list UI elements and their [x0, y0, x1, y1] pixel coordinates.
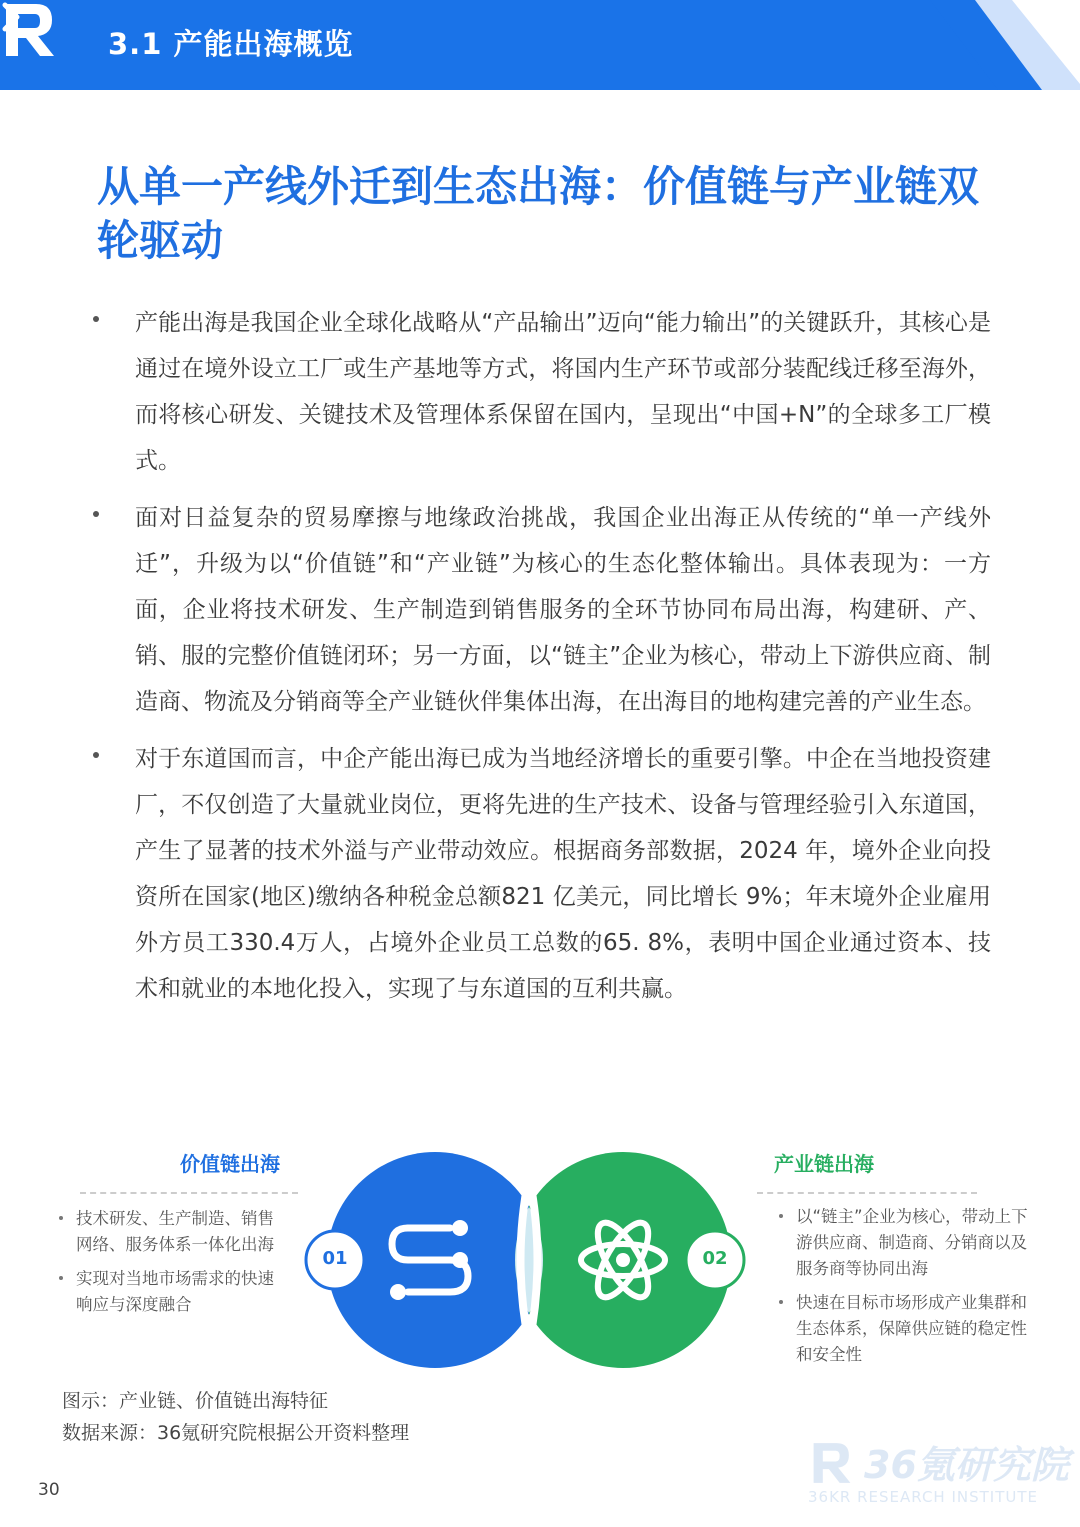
bullet-dot	[59, 1216, 63, 1220]
list-item-text: 快速在目标市场形成产业集群和生态体系，保障供应链的稳定性和安全性	[796, 1293, 1027, 1364]
watermark-name: 36氪研究院	[864, 1443, 1069, 1487]
bullet-text: 面对日益复杂的贸易摩擦与地缘政治挑战，我国企业出海正从传统的“单一产线外迁”，升级为以“价值链”和“产业链”为核心的生态化整体输出。具体表现为：一方面，企业将技术研发、生产制造到销售服务的全环节协同布局出海，构建研、产、销、服的完整价值链闭环；另一方面，以“链主”企业为核心，带动上下游供应商、制造商、物流及分销商等全产业链伙伴集体出海，在出海目的地构建完善的产业生态。	[135, 505, 991, 715]
bullet-list	[0, 300, 1080, 1023]
bullet-dot	[93, 511, 99, 517]
figure-caption: 图示：产业链、价值链出海特征	[62, 1390, 329, 1412]
bullet-text: 对于东道国而言，中企产能出海已成为当地经济增长的重要引擎。中企在当地投资建厂，不仅创造了大量就业岗位，更将先进的生产技术、设备与管理经验引入东道国，产生了显著的技术外溢与产业带动效应。根据商务部数据，2024 年，境外企业向投资所在国家(地区)缴纳各种税金总额821 亿美元，同比增长 9%；年末境外企业雇用外方员工330.4万人，占境外企业员工总数的65. 8%，表明中国企业通过资本、技术和就业的本地化投入，实现了与东道国的互利共赢。	[135, 746, 991, 1002]
bullet-item	[0, 736, 1080, 1012]
page-title: 从单一产线外迁到生态出海：价值链与产业链双轮驱动	[97, 162, 980, 265]
brand-logo-icon	[0, 0, 60, 60]
bullet-dot	[779, 1214, 783, 1218]
bullet-dot	[779, 1300, 783, 1304]
list-item-text: 技术研发、生产制造、销售网络、服务体系一体化出海	[76, 1209, 274, 1254]
list-item	[56, 1206, 286, 1258]
twin-circles-graphic	[300, 1150, 760, 1370]
divider	[757, 1192, 977, 1194]
list-item-text: 以“链主”企业为核心，带动上下游供应商、制造商、分销商以及服务商等协同出海	[796, 1207, 1028, 1278]
value-industry-chain-diagram	[0, 1140, 1080, 1390]
watermark-logo-icon	[808, 1440, 856, 1486]
bullet-dot	[59, 1276, 63, 1280]
list-item	[776, 1204, 1038, 1282]
value-chain-list	[56, 1206, 286, 1326]
divider	[80, 1192, 298, 1194]
list-item	[776, 1290, 1038, 1368]
bullet-dot	[93, 752, 99, 758]
industry-chain-list	[776, 1204, 1038, 1376]
section-title: 3.1 产能出海概览	[108, 27, 354, 61]
badge-01-label: 01	[322, 1248, 348, 1269]
source-caption: 数据来源：36氪研究院根据公开资料整理	[62, 1422, 410, 1444]
bullet-text: 产能出海是我国企业全球化战略从“产品输出”迈向“能力输出”的关键跃升，其核心是通过在境外设立工厂或生产基地等方式，将国内生产环节或部分装配线迁移至海外，而将核心研发、关键技术及管理体系保留在国内，呈现出“中国+N”的全球多工厂模式。	[135, 310, 991, 474]
badge-02-label: 02	[702, 1248, 728, 1269]
industry-chain-title: 产业链出海	[774, 1152, 874, 1176]
bullet-item	[0, 495, 1080, 725]
watermark-subtitle: 36KR RESEARCH INSTITUTE	[808, 1488, 1039, 1506]
bullet-item	[0, 300, 1080, 484]
header-bar	[0, 0, 1080, 90]
page-number: 30	[38, 1480, 60, 1500]
value-chain-title: 价值链出海	[180, 1152, 280, 1176]
bullet-dot	[93, 316, 99, 322]
list-item	[56, 1266, 286, 1318]
watermark	[804, 1434, 1069, 1514]
list-item-text: 实现对当地市场需求的快速响应与深度融合	[76, 1269, 274, 1314]
